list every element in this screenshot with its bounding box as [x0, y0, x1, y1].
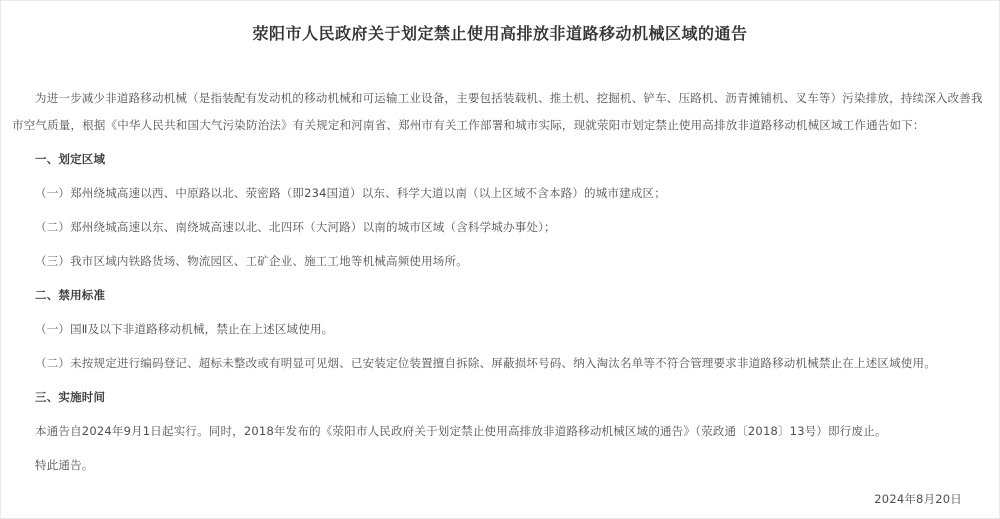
section-1-item-1: （一）郑州绕城高速以西、中原路以北、荥密路（即234国道）以东、科学大道以南（以上区域不含本路）的城市建成区； [35, 186, 666, 200]
section-2-heading: 二、禁用标准 [35, 288, 106, 302]
issue-date: 2024年8月20日 [874, 492, 962, 506]
section-3-body: 本通告自2024年9月1日起实行。同时，2018年发布的《荥阳市人民政府关于划定禁止使用高排放非道路移动机械区域的通告》（荥政通〔2018〕13号）即行废止。 [35, 424, 887, 438]
intro-paragraph: 为进一步减少非道路移动机械（是指装配有发动机的移动机械和可运输工业设备，主要包括装载机、推土机、挖掘机、铲车、压路机、沥青摊铺机、叉车等）污染排放，持续深入改善我市空气质量，根据《中华人民共和国大气污染防治法》有关规定和河南省、郑州市有关工作部署和城市实际，现就荥阳市划定禁止使用高排放非道路移动机械区域工作通告如下： [12, 91, 983, 132]
section-1-item-2: （二）郑州绕城高速以东、南绕城高速以北、北四环（大河路）以南的城市区域（含科学城办事处）； [35, 220, 556, 234]
closing-statement: 特此通告。 [35, 458, 94, 472]
page-title: 荥阳市人民政府关于划定禁止使用高排放非道路移动机械区域的通告 [252, 24, 748, 43]
section-1-heading: 一、划定区域 [35, 152, 106, 166]
section-2-item-1: （一）国Ⅱ及以下非道路移动机械，禁止在上述区域使用。 [35, 322, 334, 336]
notice-body [12, 85, 988, 513]
section-1-item-3: （三）我市区域内铁路货场、物流园区、工矿企业、施工工地等机械高频使用场所。 [35, 254, 468, 268]
section-2-item-2: （二）未按规定进行编码登记、超标未整改或有明显可见烟、已安装定位装置擅自拆除、屏蔽损坏号码、纳入淘汰名单等不符合管理要求非道路移动机械禁止在上述区域使用。 [35, 356, 936, 370]
section-3-heading: 三、实施时间 [35, 390, 106, 404]
